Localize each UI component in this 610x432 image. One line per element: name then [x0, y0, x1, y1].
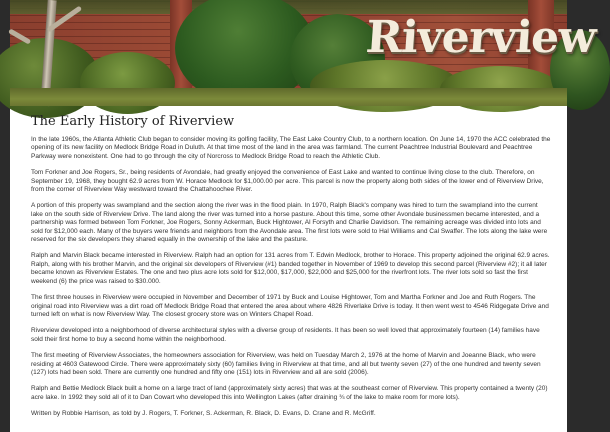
paragraph: Ralph and Bettie Medlock Black built a home on a large tract of land (approximately sixty acres) that was at the southeast corner of Riverview. This property contained a twenty (20) acre lake. In 1992 they sold all of it to Dan Cowart who developed this into Wellington Lakes (after draining ¾ of the lake to make room for more lots).	[31, 385, 548, 401]
paragraph: In the late 1960s, the Atlanta Athletic Club began to consider moving its golfing facility, The East Lake Country Club, to a northern location. On June 14, 1970 the ACC celebrated the opening of its new facility on Medlock Bridge Road in Duluth. At that time most of the land in the area was farmland. The current Peachtree Industrial Boulevard and Peachtree Parkway were nonexistent. One had to go through the city of Norcross to Medlock Bridge Road to reach the Athletic Club.	[31, 136, 551, 160]
paragraph: Ralph and Marvin Black became interested in Riverview. Ralph had an option for 131 acres from T. Edwin Medlock, brother to Horace. This property adjoined the original 62.9 acres. Ralph, along with his brother Marvin, and the original six developers of Riverview (#1) banded together in November of 1969 to develop this second parcel (Riverview #2); it all later became known as Riverview Estates. The one and two plus acre lots sold for $12,000, $17,000, $22,000 and $25,000 for the riverfront lots. The river lots sold so fast the first weekend (6) the price was raised to $30.000.	[31, 252, 550, 285]
paragraph: The first three houses in Riverview were occupied in November and December of 1971 by Buck and Louise Hightower, Tom and Martha Forkner and Joe and Ruth Rogers. The original road into Riverview was a dirt road off Medlock Bridge Road that entered the area about where 4826 Riverlake Drive is today. It then went west to 4546 Ridgegate Drive and turned left on what is now Riverview Way. The closest grocery store was on Winters Chapel Road.	[31, 294, 549, 318]
hero-banner	[10, 0, 597, 106]
page-title: The Early History of Riverview	[31, 114, 235, 129]
paragraph: Tom Forkner and Joe Rogers, Sr., being residents of Avondale, had greatly enjoyed the convenience of East Lake and wanted to continue living close to the club. Therefore, on September 19, 1968, they bought 62.9 acres from W. Horace Medlock for $1,000.00 per acre. This parcel is now the property along both sides of the lower end of Riverview Drive, from the corner of Riverview Way westward toward the Chattahoochee River.	[31, 169, 544, 194]
page	[10, 0, 597, 432]
paragraph: Riverview developed into a neighborhood of diverse architectural styles with a diverse group of residents. It has been so well loved that approximately fourteen (14) families have sold their first home to buy a second home within the neighborhood.	[31, 327, 540, 343]
lawn	[10, 88, 567, 106]
paragraph: The first meeting of Riverview Associates, the homeowners association for Riverview, was held on Tuesday March 2, 1976 at the home of Marvin and Joeanne Black, who were residing at 4603 Gatewood Circle. There were approximately sixty (60) families living in Riverview at that time, and all but twenty seven (27) of the one hundred and twenty seven (127) lots had been sold. There are currently one hundred and fifty one (151) lots in Riverview and all are sold (2006).	[31, 352, 541, 376]
riverview-logo: Riverview	[364, 12, 597, 63]
article	[31, 114, 551, 427]
author-credit: Written by Robbie Harrison, as told by J. Rogers, T. Forkner, S. Ackerman, R. Black, D. Evans, D. Crane and R. McGriff.	[31, 410, 376, 418]
paragraph: A portion of this property was swampland and the section along the river was in the flood plain. In 1970, Ralph Black's company was hired to turn the swampland into the current lake on the south side of Riverview Drive. The land along the river was turned into a horse pasture. About this time, some other Avondale businessmen became interested, and a partnership was formed between Tom Forkner, Joe Rogers, Sonny Ackerman, Buck Hightower, Al Forsyth and Charlie Davidson. The remaining acreage was divided into lots and sold for $12,000 each. Many of the buyers were friends and neighbors from the Avondale area. The first lots were sold to Hal Williams and Cal Swaffer. The lots along the lake were reserved for the six developers they shared equally in the ownership of the lake and the pasture.	[31, 202, 548, 244]
